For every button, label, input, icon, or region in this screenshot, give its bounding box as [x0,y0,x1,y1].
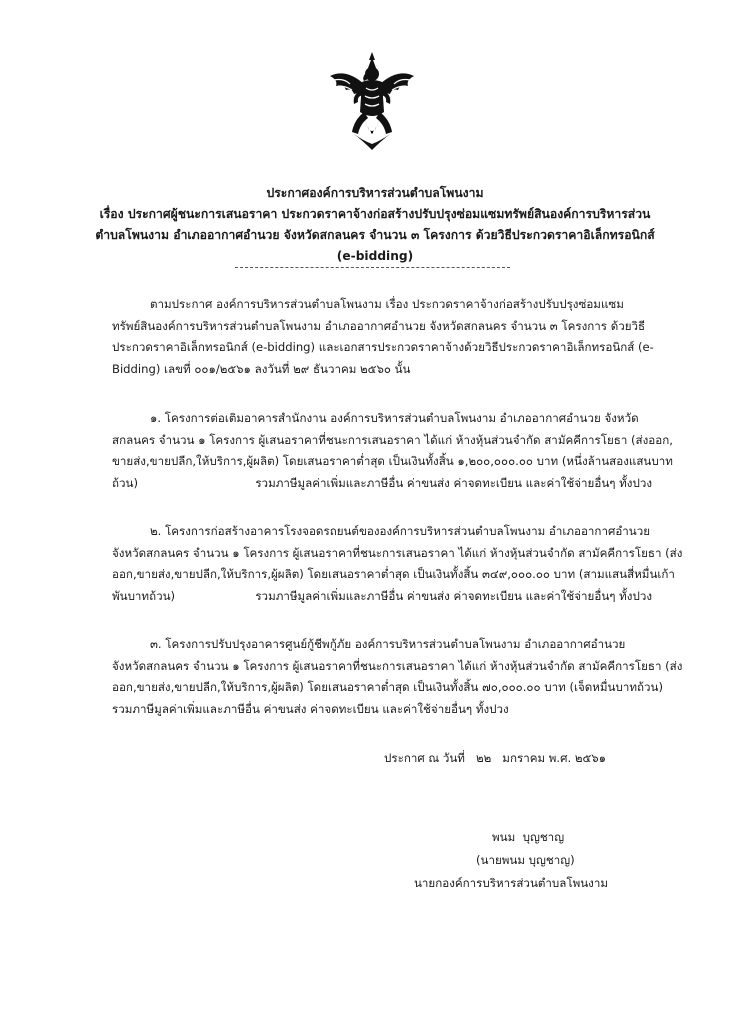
paragraph-line: สกลนคร จำนวน ๑ โครงการ ผู้เสนอราคาที่ชนะการเสนอราคา ได้แก่ ห้างหุ้นส่วนจำกัด สามัคคีการโยธา (ส่งออก, [112,432,673,447]
paragraph-line: ประกวดราคาอิเล็กทรอนิกส์ (e-bidding) และเอกสารประกวดราคาจ้างด้วยวิธีประกวดราคาอิเล็กทรอนิกส์ (e- [112,340,654,354]
header-subject-line: เรื่อง ประกาศผู้ชนะการเสนอราคา ประกวดราคาจ้างก่อสร้างปรับปรุงซ่อมแซมทรัพย์สินองค์การบริหารส่วน [99,207,651,221]
line-segment: พันบาทถ้วน) [112,588,176,603]
paragraph-line: ตามประกาศ องค์การบริหารส่วนตำบลโพนงาม เรื่อง ประกวดราคาจ้างก่อสร้างปรับปรุงซ่อมแซม [150,297,624,311]
project-item-2 [112,521,683,607]
header-divider [235,267,510,268]
project-item-3 [112,634,683,720]
intro-paragraph [112,294,652,380]
garuda-emblem-icon [324,50,420,154]
signature-name: พนม บุญชาญ [492,830,565,844]
paragraph-line: ทรัพย์สินองค์การบริหารส่วนตำบลโพนงาม อำเภออากาศอำนวย จังหวัดสกลนคร จำนวน ๓ โครงการ ด้วยวิธี [112,318,646,333]
signature-position: นายกองค์การบริหารส่วนตำบลโพนงาม [414,876,608,890]
paragraph-line: ๓. โครงการปรับปรุงอาคารศูนย์กู้ชีพกู้ภัย องค์การบริหารส่วนตำบลโพนงาม อำเภออากาศอำนวย [150,637,626,651]
paragraph-line: ๒. โครงการก่อสร้างอาคารโรงจอดรถยนต์ขององค์การบริหารส่วนตำบลโพนงาม อำเภออากาศอำนวย [150,524,651,538]
line-segment: ถ้วน) [112,475,138,490]
paragraph-line: ออก,ขายส่ง,ขายปลีก,ให้บริการ,ผู้ผลิต) โดยเสนอราคาต่ำสุด เป็นเงินทั้งสิ้น ๓๔๙,๐๐๐.๐๐ บาท (สามแสนสี่หมื่นเก้า [112,567,675,581]
paragraph-line [112,473,652,495]
paragraph-line: ๑. โครงการต่อเติมอาคารสำนักงาน องค์การบริหารส่วนตำบลโพนงาม อำเภออากาศอำนวย จังหวัด [150,411,639,425]
paragraph-line: ออก,ขายส่ง,ขายปลีก,ให้บริการ,ผู้ผลิต) โดยเสนอราคาต่ำสุด เป็นเงินทั้งสิ้น ๗๐,๐๐๐.๐๐ บาท (เจ็ดหมื่นบาทถ้วน) [112,680,663,694]
announcement-date: ประกาศ ณ วันที่ ๒๒ มกราคม พ.ศ. ๒๕๖๑ [384,751,606,765]
line-segment: รวมภาษีมูลค่าเพิ่มและภาษีอื่น ค่าขนส่ง ค่าจดทะเบียน และค่าใช้จ่ายอื่นๆ ทั้งปวง [255,475,652,490]
paragraph-line [112,586,652,608]
paragraph-line: จังหวัดสกลนคร จำนวน ๑ โครงการ ผู้เสนอราคาที่ชนะการเสนอราคา ได้แก่ ห้างหุ้นส่วนจำกัด สามัคคีการโยธา (ส่ง [112,545,683,560]
paragraph-line: รวมภาษีมูลค่าเพิ่มและภาษีอื่น ค่าขนส่ง ค่าจดทะเบียน และค่าใช้จ่ายอื่นๆ ทั้งปวง [112,701,509,716]
signature-block [410,826,670,895]
paragraph-line: Bidding) เลขที่ ๐๐๑/๒๕๖๑ ลงวันที่ ๒๙ ธันวาคม ๒๕๖๐ นั้น [112,361,411,376]
header-subject-line: (e-bidding) [336,249,414,263]
paragraph-line: จังหวัดสกลนคร จำนวน ๑ โครงการ ผู้เสนอราคาที่ชนะการเสนอราคา ได้แก่ ห้างหุ้นส่วนจำกัด สามัคคีการโยธา (ส่ง [112,658,683,673]
header-title: ประกาศองค์การบริหารส่วนตำบลโพนงาม [266,186,484,200]
line-segment: รวมภาษีมูลค่าเพิ่มและภาษีอื่น ค่าขนส่ง ค่าจดทะเบียน และค่าใช้จ่ายอื่นๆ ทั้งปวง [255,588,652,603]
signature-fullname: (นายพนม บุญชาญ) [476,853,575,867]
project-item-1 [112,408,673,494]
announcement-header [70,183,680,267]
paragraph-line: ขายส่ง,ขายปลีก,ให้บริการ,ผู้ผลิต) โดยเสนอราคาต่ำสุด เป็นเงินทั้งสิ้น ๑,๒๐๐,๐๐๐.๐๐ บาท (หนึ่งล้านสองแสนบาท [112,454,673,468]
header-subject-line: ตำบลโพนงาม อำเภออากาศอำนวย จังหวัดสกลนคร จำนวน ๓ โครงการ ด้วยวิธีประกวดราคาอิเล็กทรอนิกส์ [95,228,655,242]
